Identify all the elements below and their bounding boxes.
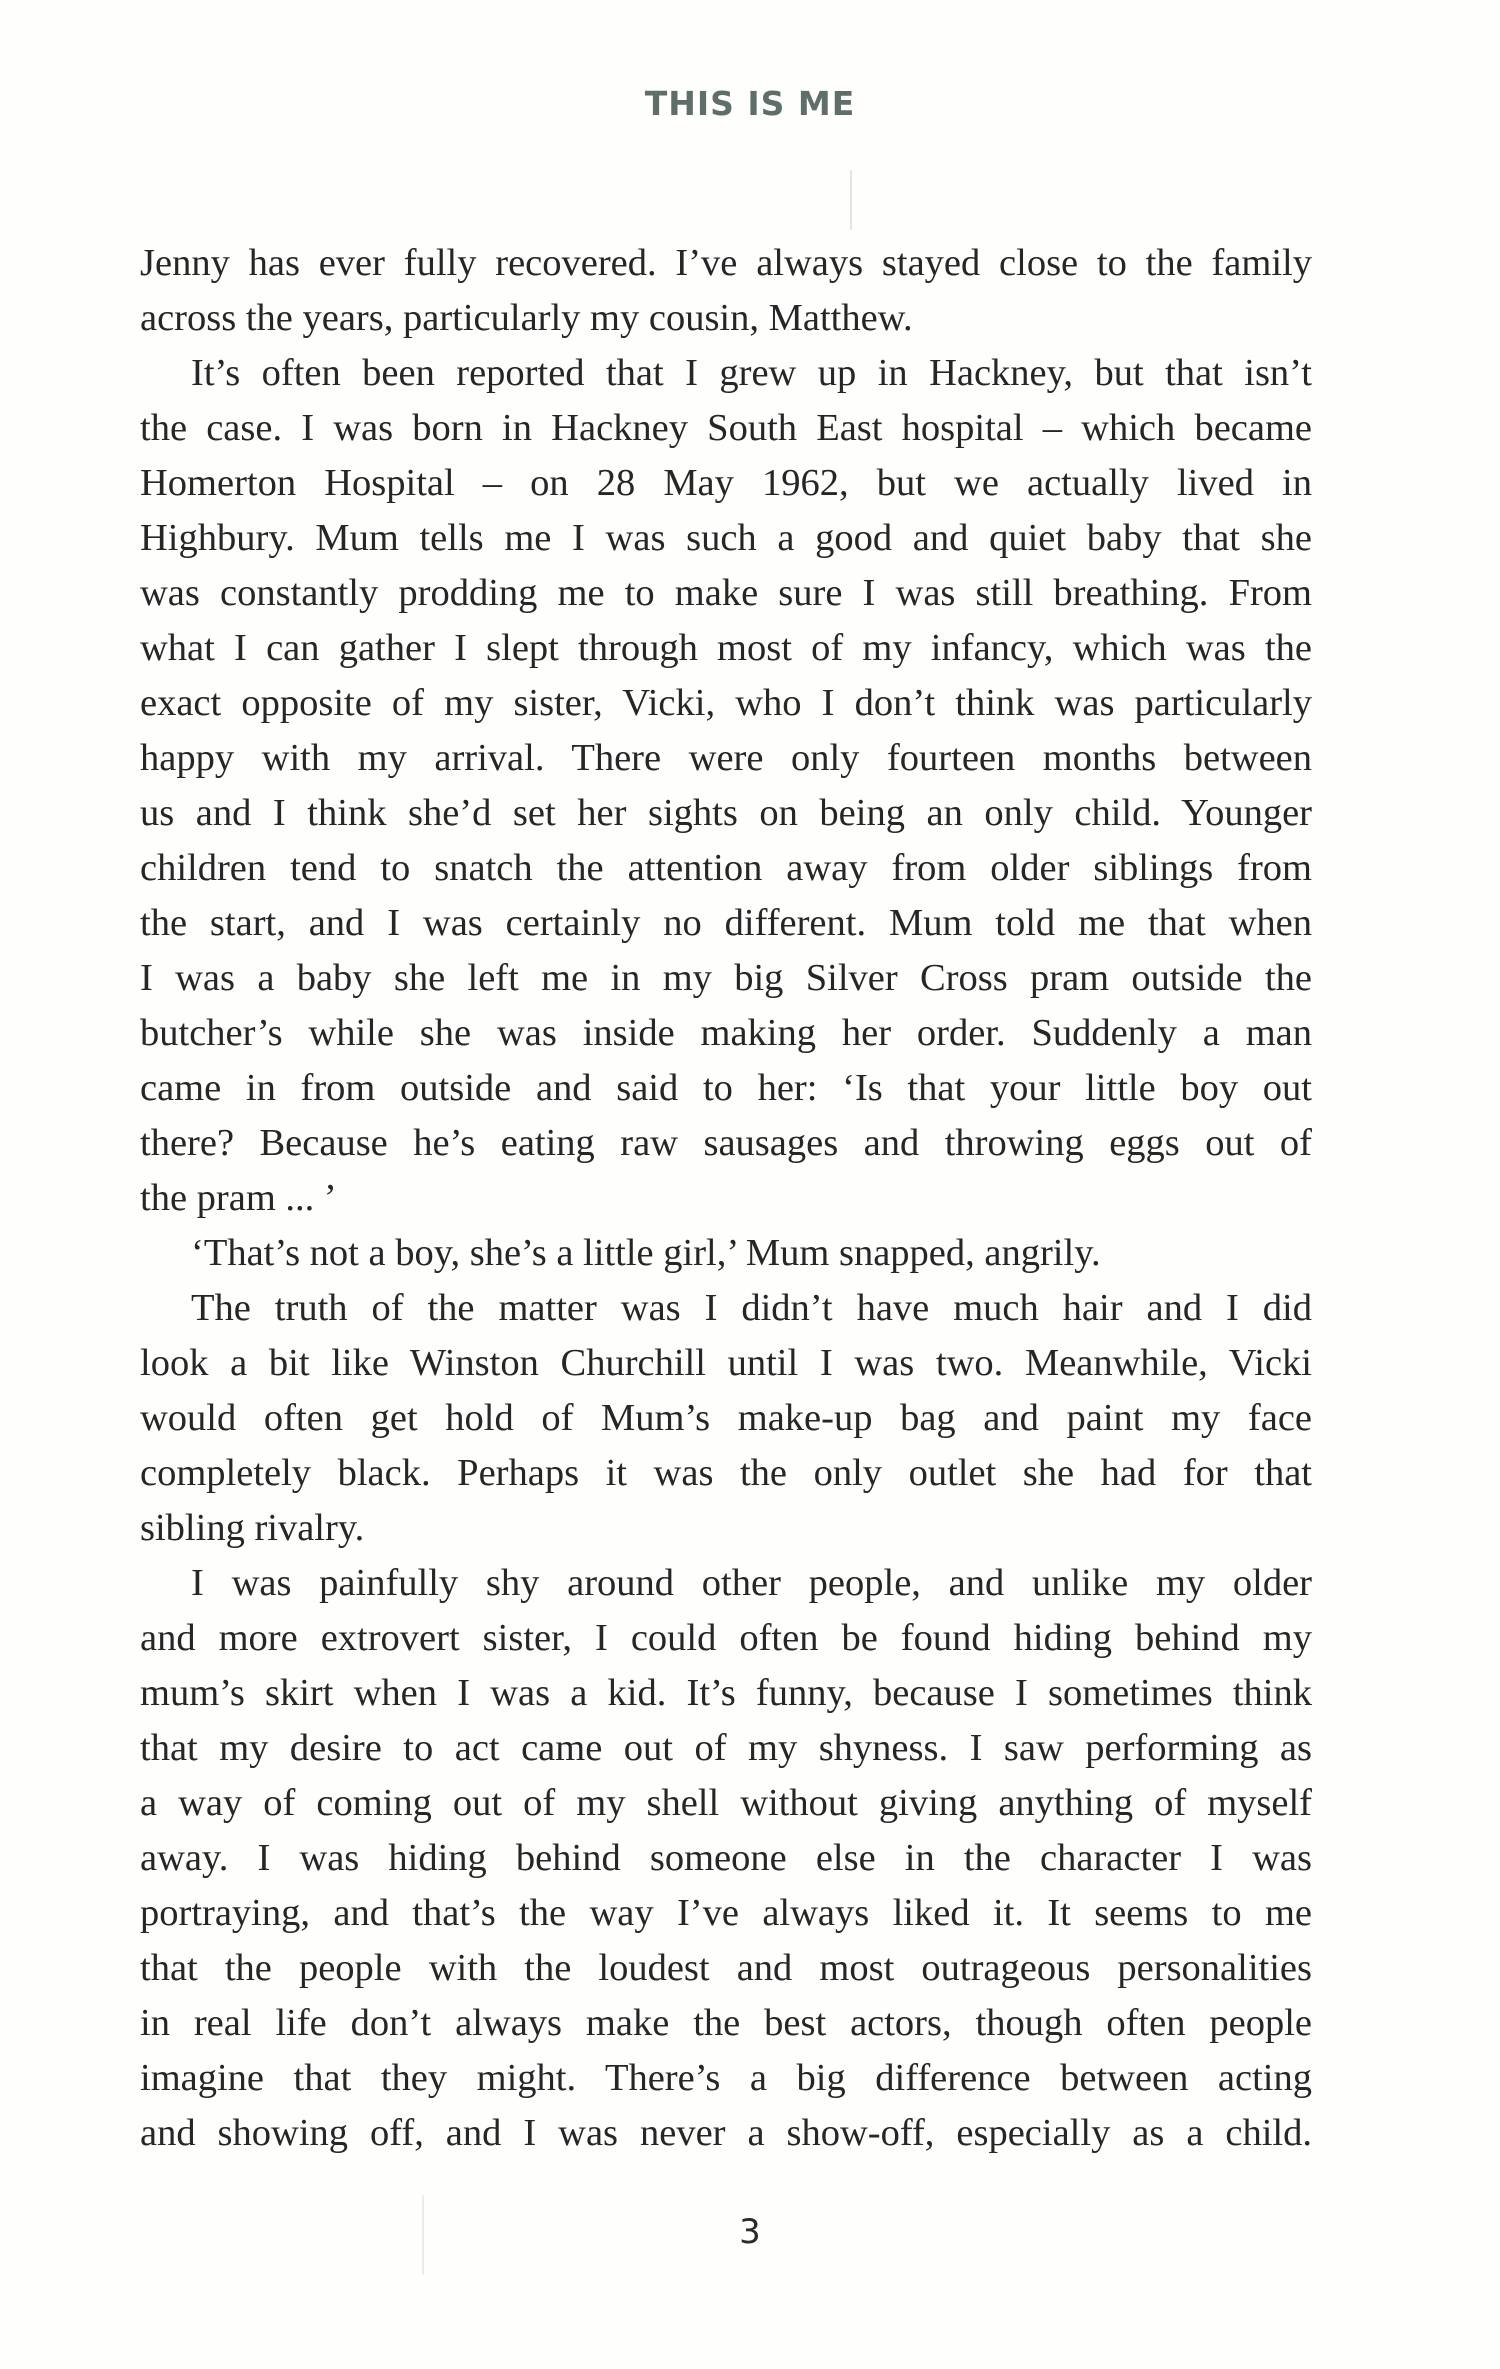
text-line: the pram ... ’ — [140, 1177, 337, 1219]
body-text — [140, 236, 1312, 2161]
text-line: It’s often been reported that I grew up in Hackney, but that isn’t — [191, 352, 1312, 394]
text-line: and showing off, and I was never a show-off, especially as a child. — [140, 2112, 1312, 2154]
text-line: would often get hold of Mum’s make-up bag and paint my face — [140, 1397, 1312, 1439]
text-line: in real life don’t always make the best actors, though often people — [140, 2002, 1312, 2044]
text-line: across the years, particularly my cousin, Matthew. — [140, 297, 913, 339]
text-line: what I can gather I slept through most of my infancy, which was the — [140, 627, 1312, 669]
text-line: exact opposite of my sister, Vicki, who I don’t think was particularly — [140, 682, 1312, 724]
text-line: came in from outside and said to her: ‘Is that your little boy out — [140, 1067, 1312, 1109]
text-line: I was a baby she left me in my big Silver Cross pram outside the — [140, 957, 1312, 999]
text-line: The truth of the matter was I didn’t have much hair and I did — [191, 1287, 1312, 1329]
text-line: Jenny has ever fully recovered. I’ve always stayed close to the family — [140, 242, 1312, 284]
text-line: that the people with the loudest and most outrageous personalities — [140, 1947, 1312, 1989]
text-line: us and I think she’d set her sights on being an only child. Younger — [140, 792, 1312, 834]
running-head-title: THIS IS ME — [644, 84, 856, 123]
paragraph — [140, 236, 1312, 346]
scan-artifact — [850, 170, 852, 230]
text-line: completely black. Perhaps it was the only outlet she had for that — [140, 1452, 1312, 1494]
text-line: that my desire to act came out of my shyness. I saw performing as — [140, 1727, 1312, 1769]
text-line: imagine that they might. There’s a big difference between acting — [140, 2057, 1312, 2099]
paragraph — [140, 1556, 1312, 2161]
text-line: butcher’s while she was inside making her order. Suddenly a man — [140, 1012, 1312, 1054]
text-line: children tend to snatch the attention away from older siblings from — [140, 847, 1312, 889]
text-line: the start, and I was certainly no different. Mum told me that when — [140, 902, 1312, 944]
text-line: there? Because he’s eating raw sausages and throwing eggs out of — [140, 1122, 1312, 1164]
text-line: Highbury. Mum tells me I was such a good and quiet baby that she — [140, 517, 1312, 559]
text-line: I was painfully shy around other people, and unlike my older — [191, 1562, 1312, 1604]
paragraph — [140, 1281, 1312, 1556]
text-line: Homerton Hospital – on 28 May 1962, but we actually lived in — [140, 462, 1312, 504]
text-line: the case. I was born in Hackney South East hospital – which became — [140, 407, 1312, 449]
text-line: happy with my arrival. There were only fourteen months between — [140, 737, 1312, 779]
paragraph — [140, 1226, 1312, 1281]
text-line: sibling rivalry. — [140, 1507, 365, 1549]
text-line: portraying, and that’s the way I’ve always liked it. It seems to me — [140, 1892, 1312, 1934]
text-line: and more extrovert sister, I could often be found hiding behind my — [140, 1617, 1312, 1659]
text-line: look a bit like Winston Churchill until I was two. Meanwhile, Vicki — [140, 1342, 1312, 1384]
page-number: 3 — [739, 2212, 761, 2252]
paragraph — [140, 346, 1312, 1226]
text-line: ‘That’s not a boy, she’s a little girl,’ Mum snapped, angrily. — [191, 1232, 1101, 1274]
text-line: was constantly prodding me to make sure I was still breathing. From — [140, 572, 1312, 614]
text-line: a way of coming out of my shell without giving anything of myself — [140, 1782, 1312, 1824]
text-line: mum’s skirt when I was a kid. It’s funny, because I sometimes think — [140, 1672, 1312, 1714]
text-line: away. I was hiding behind someone else in the character I was — [140, 1837, 1312, 1879]
